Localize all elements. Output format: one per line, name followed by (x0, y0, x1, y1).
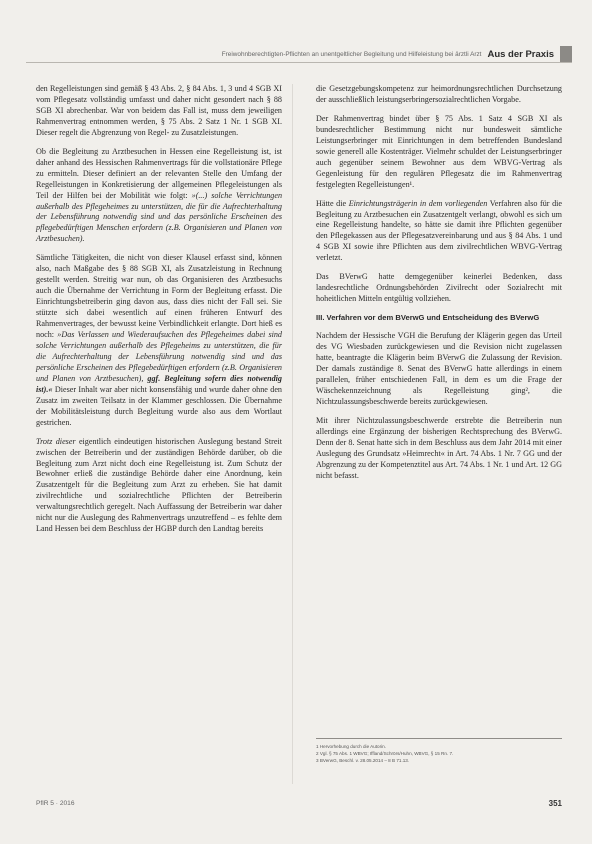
footnote: 2 Vgl. § 75 Abs. 1 WBVG; Iffland/Schrörs/Huhn, WBVG, § 15 Rn. 7. (316, 751, 454, 756)
paragraph: den Regelleistungen sind gemäß § 43 Abs. 2, § 84 Abs. 1, 3 und 4 SGB XI vom Pflegesatz vollständig umfasst und daher nicht gesondert nach § 88 SGB XI abrechenbar. War von beidem das Fall ist, muss dem jeweiligen Rahmenvertrag entnommen werden, § 75 Abs. 2 Satz 1 Nr. 1 SGB XI. Dieser regelt die Abgrenzung von Regel- zu Zusatzleistungen. (36, 84, 282, 137)
running-header (26, 46, 572, 63)
page-number: 351 (548, 799, 562, 808)
footnote: 3 BVerwG, Beschl. v. 28.05.2014 – 8 B 71.13. (316, 758, 410, 763)
left-column (36, 84, 282, 543)
paragraph: Der Rahmenvertrag bindet über § 75 Abs. 1 Satz 4 SGB XI als bundesrechtlicher Bestimmung nicht nur bundesweit sämtliche Leistungserbringer mit Einrichtungen in dem betreffenden Bundesland sowie generell alle Kostenträger. Vielmehr schuldet der Leistungserbringer auch gegenüber seinem Bewohner aus dem WBVG-Vertrag als Gegenleistung für den regulären Pflegesatz die im Rahmenvertrag festgelegten Regelleistungen¹. (316, 113, 562, 189)
paragraph: Hätte die Einrichtungsträgerin in dem vorliegenden Verfahren also für die Begleitung zu Arztbesuchen ein Zusatzentgelt verlangt, obwohl es sich um eine Regelleistung handelte, so hätte sie damit ihre Pflichten gegenüber den Pflegekassen aus der Pflegesatzvereinbarung und aus § 84 Abs. 1 und 4 SGB XI sowie ihre Pflichten aus dem zivilrechtlichen WBVG-Vertrag verletzt. (316, 198, 562, 263)
paragraph: Nachdem der Hessische VGH die Berufung der Klägerin gegen das Urteil des VG Wiesbaden zurückgewiesen und die Revision nicht zugelassen hatte, beantragte die Klägerin beim BVerwG die Zulassung der Revision. Der damals zuständige 8. Senat des BVerwG hatte allerdings in einem parallelen, früher entschiedenen Fall, in dem es um die Frage der Wäschekennzeichnung als Regelleistung ging², die Nichtzulassungsbeschwerde bereits zurückgewiesen. (316, 331, 562, 406)
paragraph: Das BVerwG hatte demgegenüber keinerlei Bedenken, dass landesrechtliche Ordnungsbehörden Zivilrecht oder Sozialrecht mit hoheitlichen Mitteln entgültig vollziehen. (316, 272, 562, 304)
paragraph: Sämtliche Tätigkeiten, die nicht von dieser Klausel erfasst sind, können also, nach Maßgabe des § 88 SGB XI, als Zusatzleistung in Rechnung gestellt werden. Streitig war nun, ob das Organisieren des Arztbesuchs auch die Übernahme der Verrichtung in Form der Begleitung erfasst. Die Einrichtungsbetreiberin ging davon aus, dass dies nicht der Fall sei. Sie stützte sich dabei wesentlich auf einen früheren Entwurf des Rahmenvertrages, der bewusst keine Verbindlichkeit erlangte. Dort hieß es noch: »Das Verlassen und Wiederaufsuchen des Pflegeheimes dabei sind solche Verrichtungen außerhalb des Pflegeheims zu unterstützen, die für die Aufrechterhaltung der Lebensführung notwendig sind und das persönliche Erscheinen des Pflegebedürftigen erfordern (z.B. Organisieren und Planen von Arztbesuchen), ggf. Begleitung sofern dies notwendig ist).« Dieser Inhalt war aber nicht konsensfähig und wurde daher ohne den Zusatz im zweiten Teilsatz in der Klammer geschlossen. Die Übernahme der Mobilitätsleistung durch Begleitung wurde also aus dem Wortlaut gestrichen. (36, 253, 282, 427)
journal-footer: PflR 5 · 2016 (36, 800, 75, 807)
paragraph: Ob die Begleitung zu Arztbesuchen in Hessen eine Regelleistung ist, ist daher anhand des Hessischen Rahmenvertrags für die vollstationäre Pflege zu ermitteln. Dieser definiert an der relevanten Stelle den Umfang der Regelleistungen in Konkretisierung der allgemeinen Pflegeleistungen als Teil der Hilfen bei der Mobilität wie folgt: »(...) solche Verrichtungen außerhalb des Pflegeheimes zu unterstützen, die für die Aufrechterhaltung der Lebensführung notwendig sind und das persönliche Erscheinen des pflegebedürftigen Menschen erfordern (z.B. Organisieren und Planen von Arztbesuchen). (36, 146, 283, 244)
paragraph: die Gesetzgebungskompetenz zur heimordnungsrechtlichen Durchsetzung der ausschließlich leistungserbringersozialrechtlichen Vorgabe. (316, 84, 562, 104)
header-section-tab (560, 46, 572, 62)
header-topic: Freiwohnberechtigten-Pflichten an unentgeltlicher Begleitung und Hilfeleistung bei ärztli Arzt (221, 50, 482, 58)
footnotes (316, 738, 562, 764)
right-column (316, 84, 562, 490)
footnote: 1 Hervorhebung durch die Autorin. (316, 744, 386, 749)
paragraph: Mit ihrer Nichtzulassungsbeschwerde erstrebte die Betreiberin nun allerdings eine Ergänzung der bisherigen Rechtsprechung des BVerwG. Denn der 8. Senat hatte sich in dem Beschluss aus dem Jahr 2014 mit einer Auslegung des Grundsatz »Heimrecht« in Art. 74 Abs. 1 Nr. 7 GG und der Abgrenzung zu der Kompetenztitel aus Art. 74 Abs. 1 Nr. 1 und Art. 12 GG nicht befasst. (316, 415, 562, 480)
paragraph: Trotz dieser eigentlich eindeutigen historischen Auslegung bestand Streit zwischen der Betreiberin und der zuständigen Behörde darüber, ob die Begleitung zum Arzt nicht doch eine Regelleistung ist. Zum Schutz der Bewohner erließ die zuständige Behörde daher eine Anordnung, kein Zusatzentgelt für die Begleitung zum Arzt zu erheben. Sie hat damit zivilrechtliche und sozialrechtliche Pflichten der Betreiberin verwaltungsrechtlich geregelt. Nach Auffassung der Betreiberin war daher nicht nur die Auslegung des Rahmenvertrags unzutreffend – es fehlte dem Land Hessen bei dem Beschluss der HGBP durch den Landtag bereits (36, 436, 282, 534)
section-heading: III. Verfahren vor dem BVerwG und Entscheidung des BVerwG (316, 313, 540, 323)
column-divider (292, 84, 293, 784)
header-section-title: Aus der Praxis (487, 48, 554, 60)
